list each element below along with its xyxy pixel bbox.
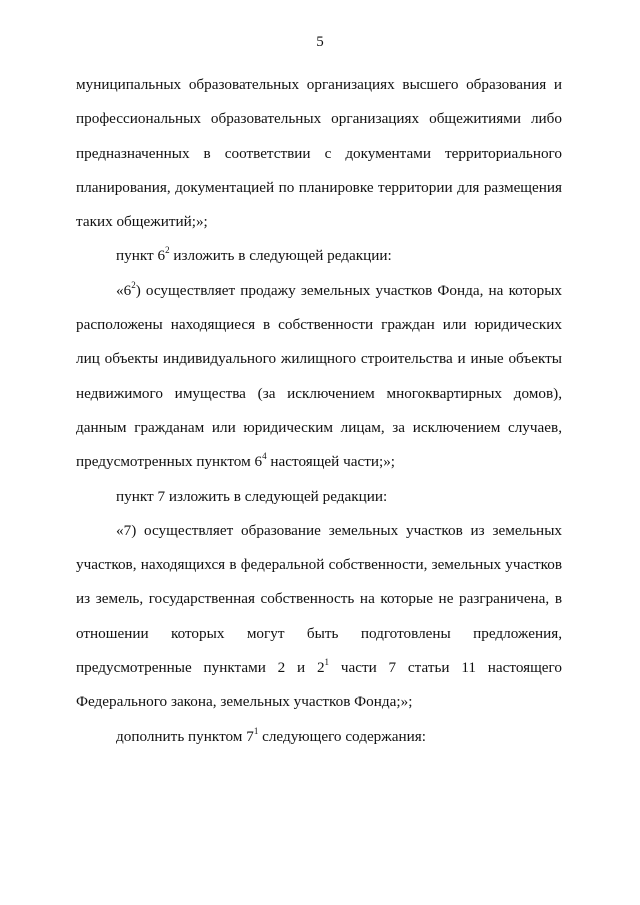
superscript: 2	[165, 245, 170, 256]
paragraph-text: пункт 7 изложить в следующей редакции:	[116, 487, 388, 505]
paragraph-2	[76, 239, 562, 273]
document-body	[76, 68, 562, 754]
superscript: 1	[253, 725, 259, 736]
paragraph-text: следующего содержания:	[258, 727, 426, 745]
page-number: 5	[316, 34, 324, 50]
superscript: 2	[131, 279, 136, 290]
paragraph-text: дополнить пунктом 7	[116, 727, 254, 745]
paragraph-text: ) осуществляет продажу земельных участков Фонда, на которых расположены находящиеся в собственности граждан или юридических лиц объекты индивидуального жилищного строительства и иные объекты недвижимого имущества (за исключением многоквартирных домов), данным гражданам или юридическим лицам, за исключением случаев, предусмотренных пунктом 6	[76, 281, 562, 471]
paragraph-text: «7) осуществляет образование земельных участков из земельных участков, находящихся в федеральной собственности, земельных участков из земель, государственная собственность на которые не разграничена, в отношении которых могут быть подготовлены предложения, предусмотренные пунктами 2 и 2	[76, 521, 562, 677]
paragraph-5	[76, 514, 562, 720]
paragraph-text: изложить в следующей редакции:	[169, 247, 392, 265]
superscript: 1	[324, 656, 330, 667]
superscript: 4	[262, 451, 267, 462]
paragraph-text: части 7 статьи 11 настоящего Федерального закона, земельных участков Фонда;»;	[76, 659, 562, 711]
paragraph-6	[76, 720, 562, 754]
paragraph-text: пункт 6	[116, 247, 166, 265]
paragraph-text: настоящей части;»;	[266, 453, 396, 471]
paragraph-1	[76, 68, 562, 239]
paragraph-text: муниципальных образовательных организациях высшего образования и профессиональных образовательных организациях общежитиями либо предназначенных в соответствии с документами территориального планирования, документацией по планировке территории для размещения таких общежитий;»;	[76, 76, 562, 231]
paragraph-4	[76, 480, 562, 514]
paragraph-3	[76, 274, 562, 480]
paragraph-text: «6	[116, 281, 132, 299]
